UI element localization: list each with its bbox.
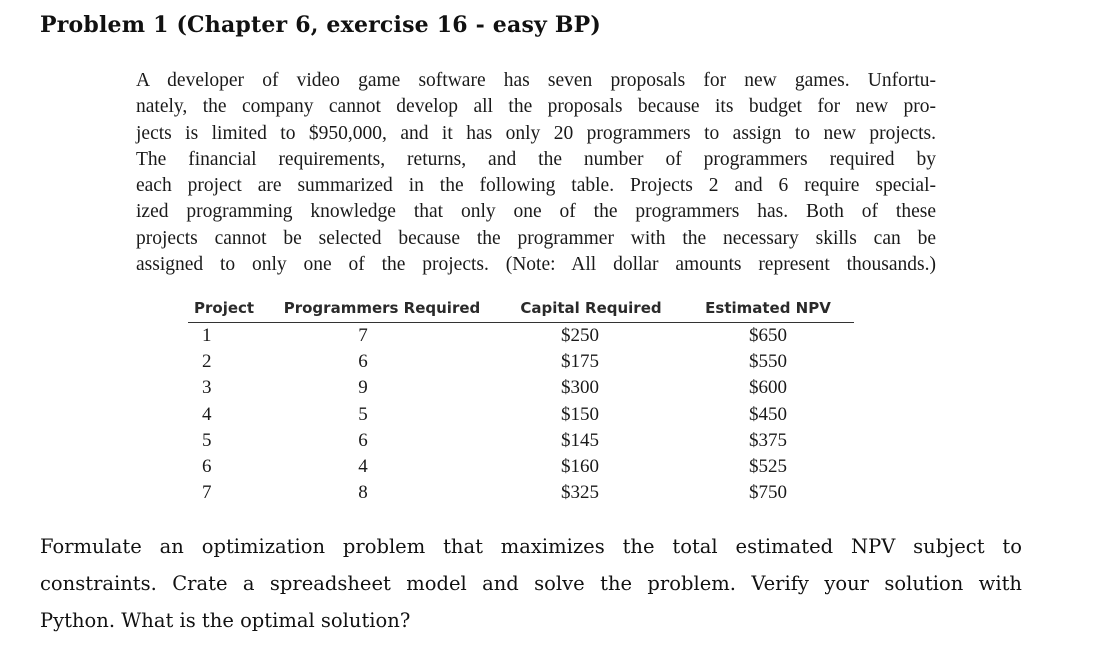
cell-capital: $300 [561, 377, 599, 399]
cell-programmers: 7 [358, 325, 368, 347]
cell-programmers: 6 [358, 351, 368, 373]
problem-heading: Problem 1 (Chapter 6, exercise 16 - easy BP) [40, 12, 602, 38]
table-row [188, 402, 854, 428]
paragraph-line: assigned to only one of the projects. (Note: All dollar amounts represent thousands.) [136, 254, 936, 276]
cell-capital: $250 [561, 325, 599, 347]
cell-project: 7 [202, 482, 212, 504]
cell-capital: $175 [561, 351, 599, 373]
cell-programmers: 5 [358, 403, 368, 425]
paragraph-line: A developer of video game software has seven proposals for new games. Unfortu- [136, 70, 936, 91]
cell-programmers: 8 [358, 482, 368, 504]
cell-project: 5 [202, 429, 212, 451]
cell-capital: $145 [561, 429, 599, 451]
paragraph-line: nately, the company cannot develop all the proposals because its budget for new pro- [136, 96, 936, 118]
paragraph-line: each project are summarized in the following table. Projects 2 and 6 require special- [136, 175, 936, 197]
table-row [188, 375, 854, 401]
header-estimated-npv: Estimated NPV [682, 294, 854, 323]
cell-capital: $160 [561, 456, 599, 478]
cell-npv: $550 [749, 351, 787, 373]
paragraph-line: The financial requirements, returns, and the number of programmers required by [136, 148, 936, 170]
cell-npv: $600 [749, 377, 787, 399]
cell-npv: $375 [749, 429, 787, 451]
project-data-table [188, 294, 854, 506]
cell-npv: $750 [749, 482, 787, 504]
question-line: constraints. Crate a spreadsheet model and solve the problem. Verify your solution with [40, 572, 1022, 595]
table-row [188, 428, 854, 454]
header-capital-required: Capital Required [500, 294, 682, 323]
cell-programmers: 4 [358, 456, 368, 478]
table-row [188, 454, 854, 480]
table-header-row [188, 294, 854, 323]
cell-project: 4 [202, 403, 212, 425]
table-row [188, 480, 854, 506]
cell-project: 1 [202, 325, 212, 347]
paragraph-line: ized programming knowledge that only one of the programmers has. Both of these [136, 201, 936, 223]
paragraph-line: projects cannot be selected because the programmer with the necessary skills can be [136, 227, 936, 249]
cell-npv: $450 [749, 403, 787, 425]
scanned-problem-paragraph [136, 68, 936, 278]
header-project: Project [188, 294, 264, 323]
table-row [188, 323, 854, 350]
paragraph-line: jects is limited to $950,000, and it has only 20 programmers to assign to new projects. [136, 122, 936, 144]
question-paragraph [40, 528, 1022, 639]
cell-project: 6 [202, 456, 212, 478]
cell-project: 2 [202, 351, 212, 373]
cell-programmers: 6 [358, 429, 368, 451]
question-line: Formulate an optimization problem that maximizes the total estimated NPV subject to [40, 535, 1022, 558]
question-line: Python. What is the optimal solution? [40, 609, 411, 632]
cell-capital: $325 [561, 482, 599, 504]
cell-npv: $525 [749, 456, 787, 478]
cell-project: 3 [202, 377, 212, 399]
table-row [188, 349, 854, 375]
header-programmers-required: Programmers Required [264, 294, 500, 323]
cell-capital: $150 [561, 403, 599, 425]
cell-npv: $650 [749, 325, 787, 347]
cell-programmers: 9 [358, 377, 368, 399]
